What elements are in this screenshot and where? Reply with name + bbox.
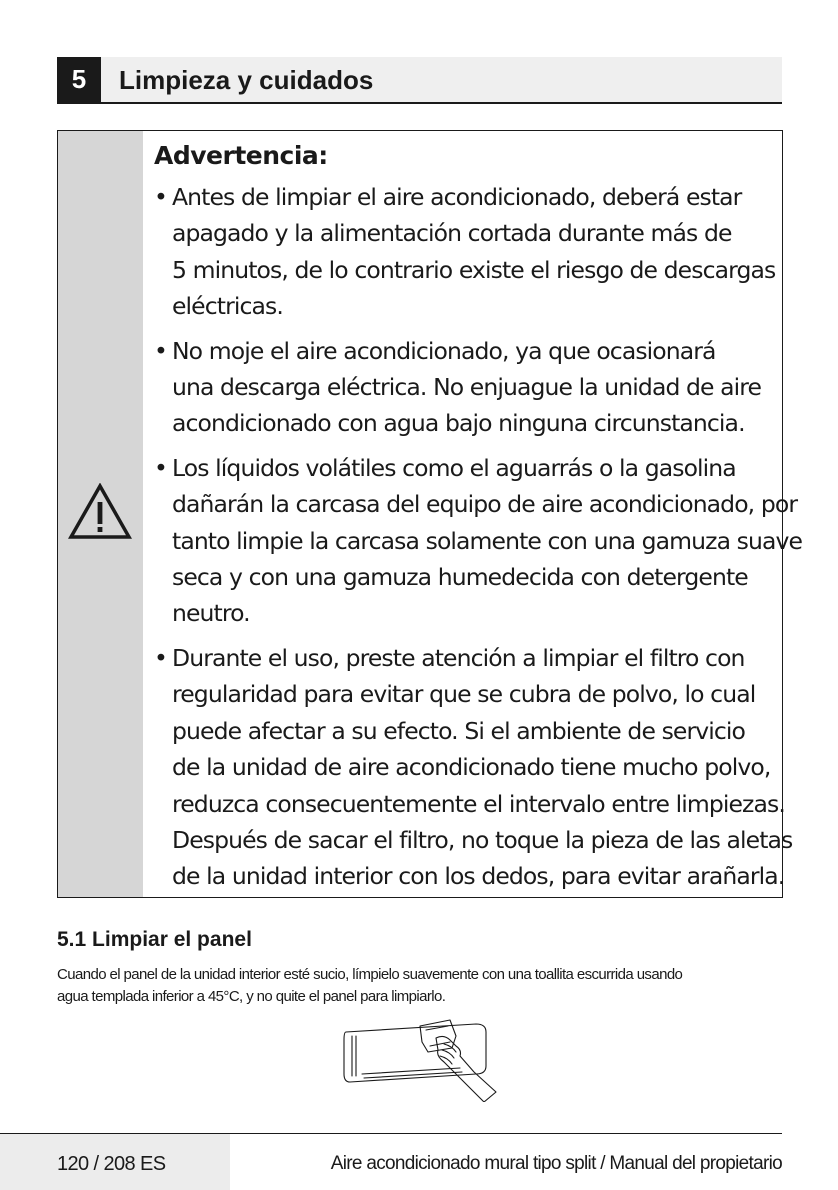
page-number: 120 / 208 ES	[57, 1153, 166, 1175]
bullet-line: • Los líquidos volátiles como el aguarrás o la gasolina	[172, 453, 736, 482]
subsection-title: 5.1 Limpiar el panel	[57, 928, 252, 951]
bullet-line: neutro.	[172, 599, 250, 628]
warning-bullet	[154, 333, 778, 442]
subsection-text-line: Cuando el panel de la unidad interior esté sucio, límpielo suavemente con una toallita escurrida usando	[57, 966, 683, 983]
bullet-line: regularidad para evitar que se cubra de polvo, lo cual	[172, 680, 756, 709]
bullet-line: apagado y la alimentación cortada durante más de	[172, 219, 732, 248]
bullet-line: 5 minutos, de lo contrario existe el riesgo de descargas	[172, 255, 776, 284]
bullet-line: de la unidad de aire acondicionado tiene mucho polvo,	[172, 753, 771, 782]
footer-document-title: Aire acondicionado mural tipo split / Manual del propietario	[330, 1153, 782, 1174]
bullet-line: de la unidad interior con los dedos, para evitar arañarla.	[172, 862, 785, 891]
warning-box	[57, 130, 803, 898]
warning-bullet	[154, 179, 778, 325]
warning-sidebar	[58, 131, 143, 897]
bullet-line: acondicionado con agua bajo ninguna circunstancia.	[172, 409, 745, 438]
bullet-line: Después de sacar el filtro, no toque la pieza de las aletas	[172, 825, 793, 854]
footer-divider	[0, 1133, 782, 1134]
section-number: 5	[57, 57, 101, 102]
bullet-line: tanto limpie la carcasa solamente con una gamuza suave	[172, 526, 803, 555]
bullet-line: seca y con una gamuza humedecida con detergente	[172, 563, 748, 592]
subsection-text	[57, 964, 782, 1008]
bullet-line: puede afectar a su efecto. Si el ambiente de servicio	[172, 716, 745, 745]
bullet-line: dañarán la carcasa del equipo de aire acondicionado, por	[172, 490, 798, 519]
bullet-line: • Antes de limpiar el aire acondicionado, deberá estar	[172, 183, 742, 211]
bullet-line: • Durante el uso, preste atención a limpiar el filtro con	[172, 643, 745, 672]
warning-bullet	[154, 450, 803, 632]
bullet-line: eléctricas.	[172, 292, 283, 321]
warning-content	[154, 139, 803, 903]
section-header	[57, 57, 782, 104]
bullet-line: • No moje el aire acondicionado, ya que ocasionará	[172, 336, 716, 365]
bullet-line: una descarga eléctrica. No enjuague la unidad de aire	[172, 373, 762, 402]
subsection-text-line: agua templada inferior a 45°C, y no quite el panel para limpiarlo.	[57, 988, 446, 1005]
section-title: Limpieza y cuidados	[119, 65, 374, 95]
hand-wiping-indoor-unit-illustration	[340, 1016, 500, 1102]
warning-bullet	[154, 640, 793, 895]
bullet-line: reduzca consecuentemente el intervalo entre limpiezas.	[172, 789, 785, 818]
warning-title: Advertencia:	[154, 141, 328, 170]
warning-triangle-icon	[68, 483, 132, 541]
